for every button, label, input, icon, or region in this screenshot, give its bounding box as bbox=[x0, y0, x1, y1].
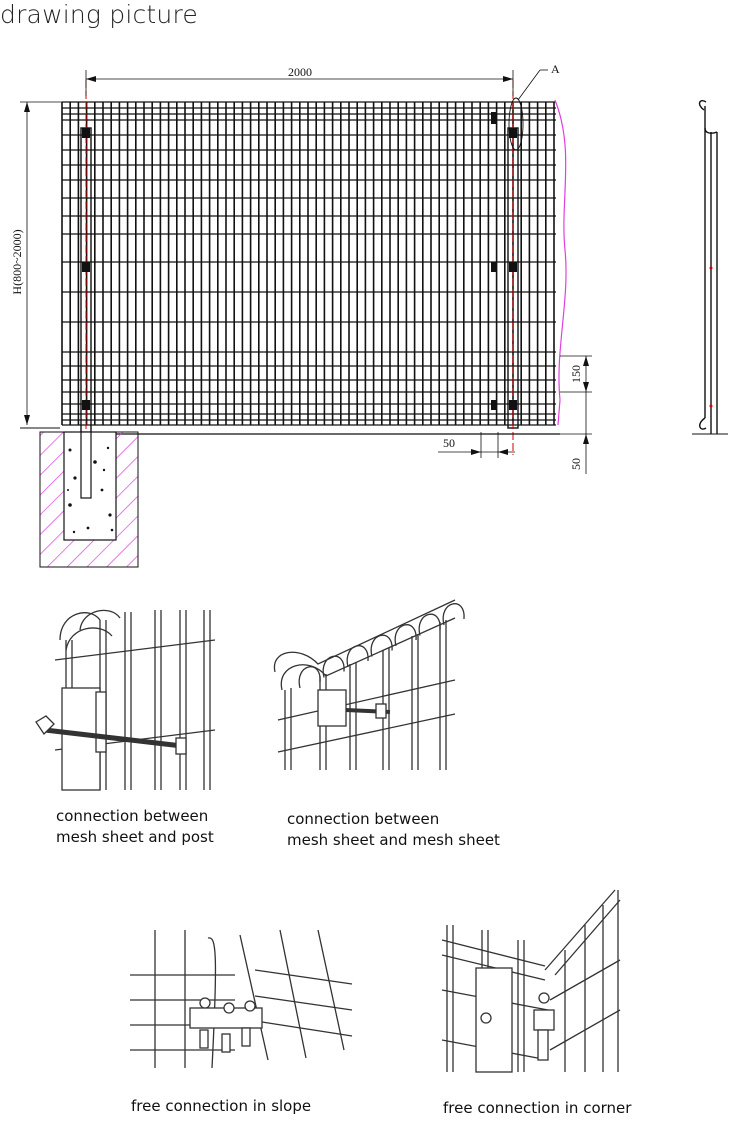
height-label: H(800~2000) bbox=[10, 229, 24, 295]
concrete-footing bbox=[40, 432, 138, 567]
side-profile-drawing bbox=[692, 101, 728, 434]
caption-slope: free connection in slope bbox=[131, 1097, 312, 1115]
dim-50-vertical-label: 50 bbox=[569, 458, 583, 470]
break-line bbox=[555, 100, 566, 425]
detail-mesh-to-mesh bbox=[274, 600, 464, 770]
detail-corner bbox=[442, 890, 620, 1072]
caption-line: connection between bbox=[56, 807, 209, 825]
caption-corner: free connection in corner bbox=[443, 1099, 632, 1117]
caption-mesh-to-post bbox=[56, 806, 214, 848]
page-title: drawing picture bbox=[0, 0, 198, 29]
top-loop bbox=[299, 667, 320, 688]
dim-50-horizontal-label: 50 bbox=[443, 436, 455, 450]
caption-line: connection between bbox=[287, 810, 440, 828]
caption-line: mesh sheet and post bbox=[56, 828, 214, 846]
width-label: 2000 bbox=[288, 65, 312, 79]
detail-a-label: A bbox=[551, 62, 560, 76]
height-dimension bbox=[20, 102, 62, 425]
caption-line: mesh sheet and mesh sheet bbox=[287, 831, 500, 849]
dim-150-label: 150 bbox=[569, 365, 583, 383]
caption-mesh-to-mesh bbox=[287, 809, 500, 851]
detail-mesh-to-post bbox=[36, 610, 215, 790]
detail-slope bbox=[130, 930, 352, 1068]
